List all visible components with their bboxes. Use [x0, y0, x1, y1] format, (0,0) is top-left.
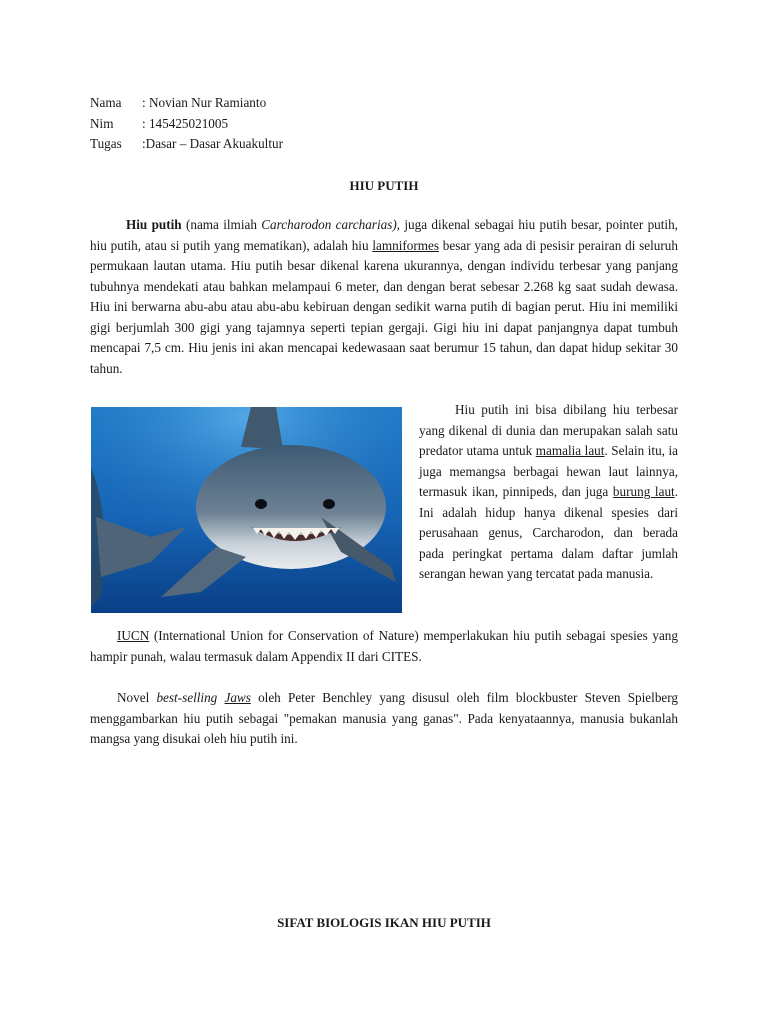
novel-paragraph: [90, 688, 678, 750]
shark-image-icon: [91, 407, 402, 613]
intro-text-1: (nama ilmiah: [181, 217, 262, 232]
nim-value: : 145425021005: [142, 115, 229, 131]
task-label: Tugas: [90, 136, 122, 151]
nim-row: [90, 114, 283, 135]
task-row: [90, 134, 283, 155]
seabird-link[interactable]: burung laut: [612, 484, 675, 499]
side-text-2: . Selain itu, ia juga memangsa berbagai hewan laut lainnya, termasuk ikan, pinnipeds, dan juga: [419, 443, 678, 499]
intro-text-3: besar yang ada di pesisir perairan di seluruh permukaan lautan utama. Hiu putih besar dikenal karena ukurannya, dengan individu terbesar yang panjang tubuhnya mendekati atau bahkan melampaui 6 meter, dan dengan berat sebesar 2.268 kg saat sudah dewasa. Hiu ini berwarna abu-abu atau abu-abu kebiruan dengan sedikit warna putih di bagian perut. Hiu ini memiliki gigi berjumlah 300 gigi yang tajamnya seperti tepian gergaji. Gigi hiu ini dapat panjangnya dapat tumbuh mencapai 7,5 cm. Hiu jenis ini akan mencapai kedewasaan saat berumur 15 tahun, dan dapat hidup sekitar 30 tahun.: [90, 237, 678, 376]
name-label: Nama: [90, 95, 122, 110]
intro-text-2: , juga dikenal sebagai hiu putih besar, pointer putih, hiu putih, atau si putih yang mematikan), adalah hiu: [90, 217, 678, 253]
intro-paragraph: [90, 215, 678, 379]
name-row: [90, 93, 283, 114]
iucn-link[interactable]: IUCN: [117, 628, 150, 643]
side-paragraph: [419, 400, 678, 585]
section-title: SIFAT BIOLOGIS IKAN HIU PUTIH: [277, 915, 491, 930]
name-value: : Novian Nur Ramianto: [142, 95, 267, 110]
jaws-link[interactable]: Jaws: [224, 690, 251, 705]
shark-photo: [91, 407, 402, 613]
lamniformes-link[interactable]: lamniformes: [372, 237, 439, 253]
novel-italic: best-selling: [156, 690, 218, 705]
marine-mammal-link[interactable]: mamalia laut: [535, 443, 605, 458]
task-value: :Dasar – Dasar Akuakultur: [142, 136, 283, 151]
novel-text-2: oleh Peter Benchley yang disusul oleh film blockbuster Steven Spielberg menggambarkan hiu putih sebagai "pemakan manusia yang ganas". Pada kenyataannya, manusia bukanlah mangsa yang disukai oleh hiu putih ini.: [90, 690, 679, 746]
iucn-paragraph: [90, 626, 678, 667]
nim-label: Nim: [90, 115, 114, 131]
iucn-text: (International Union for Conservation of Nature) memperlakukan hiu putih sebagai spesies yang hampir punah, walau termasuk dalam Appendix II dari CITES.: [90, 628, 678, 664]
side-text-1: Hiu putih ini bisa dibilang hiu terbesar yang dikenal di dunia dan merupakan salah satu predator utama untuk: [419, 402, 678, 458]
intro-bold-term: Hiu putih: [126, 217, 182, 232]
student-header: [90, 93, 283, 155]
intro-scientific-name: Carcharodon carcharias): [261, 217, 397, 232]
side-text-3: . Ini adalah hidup hanya dikenal spesies dari perusahaan genus, Carcharodon, dan berada pada peringkat pertama dalam daftar jumlah serangan hewan yang tercatat pada manusia.: [419, 484, 679, 581]
page-title: HIU PUTIH: [349, 178, 419, 193]
novel-text-1: Novel: [117, 690, 157, 705]
